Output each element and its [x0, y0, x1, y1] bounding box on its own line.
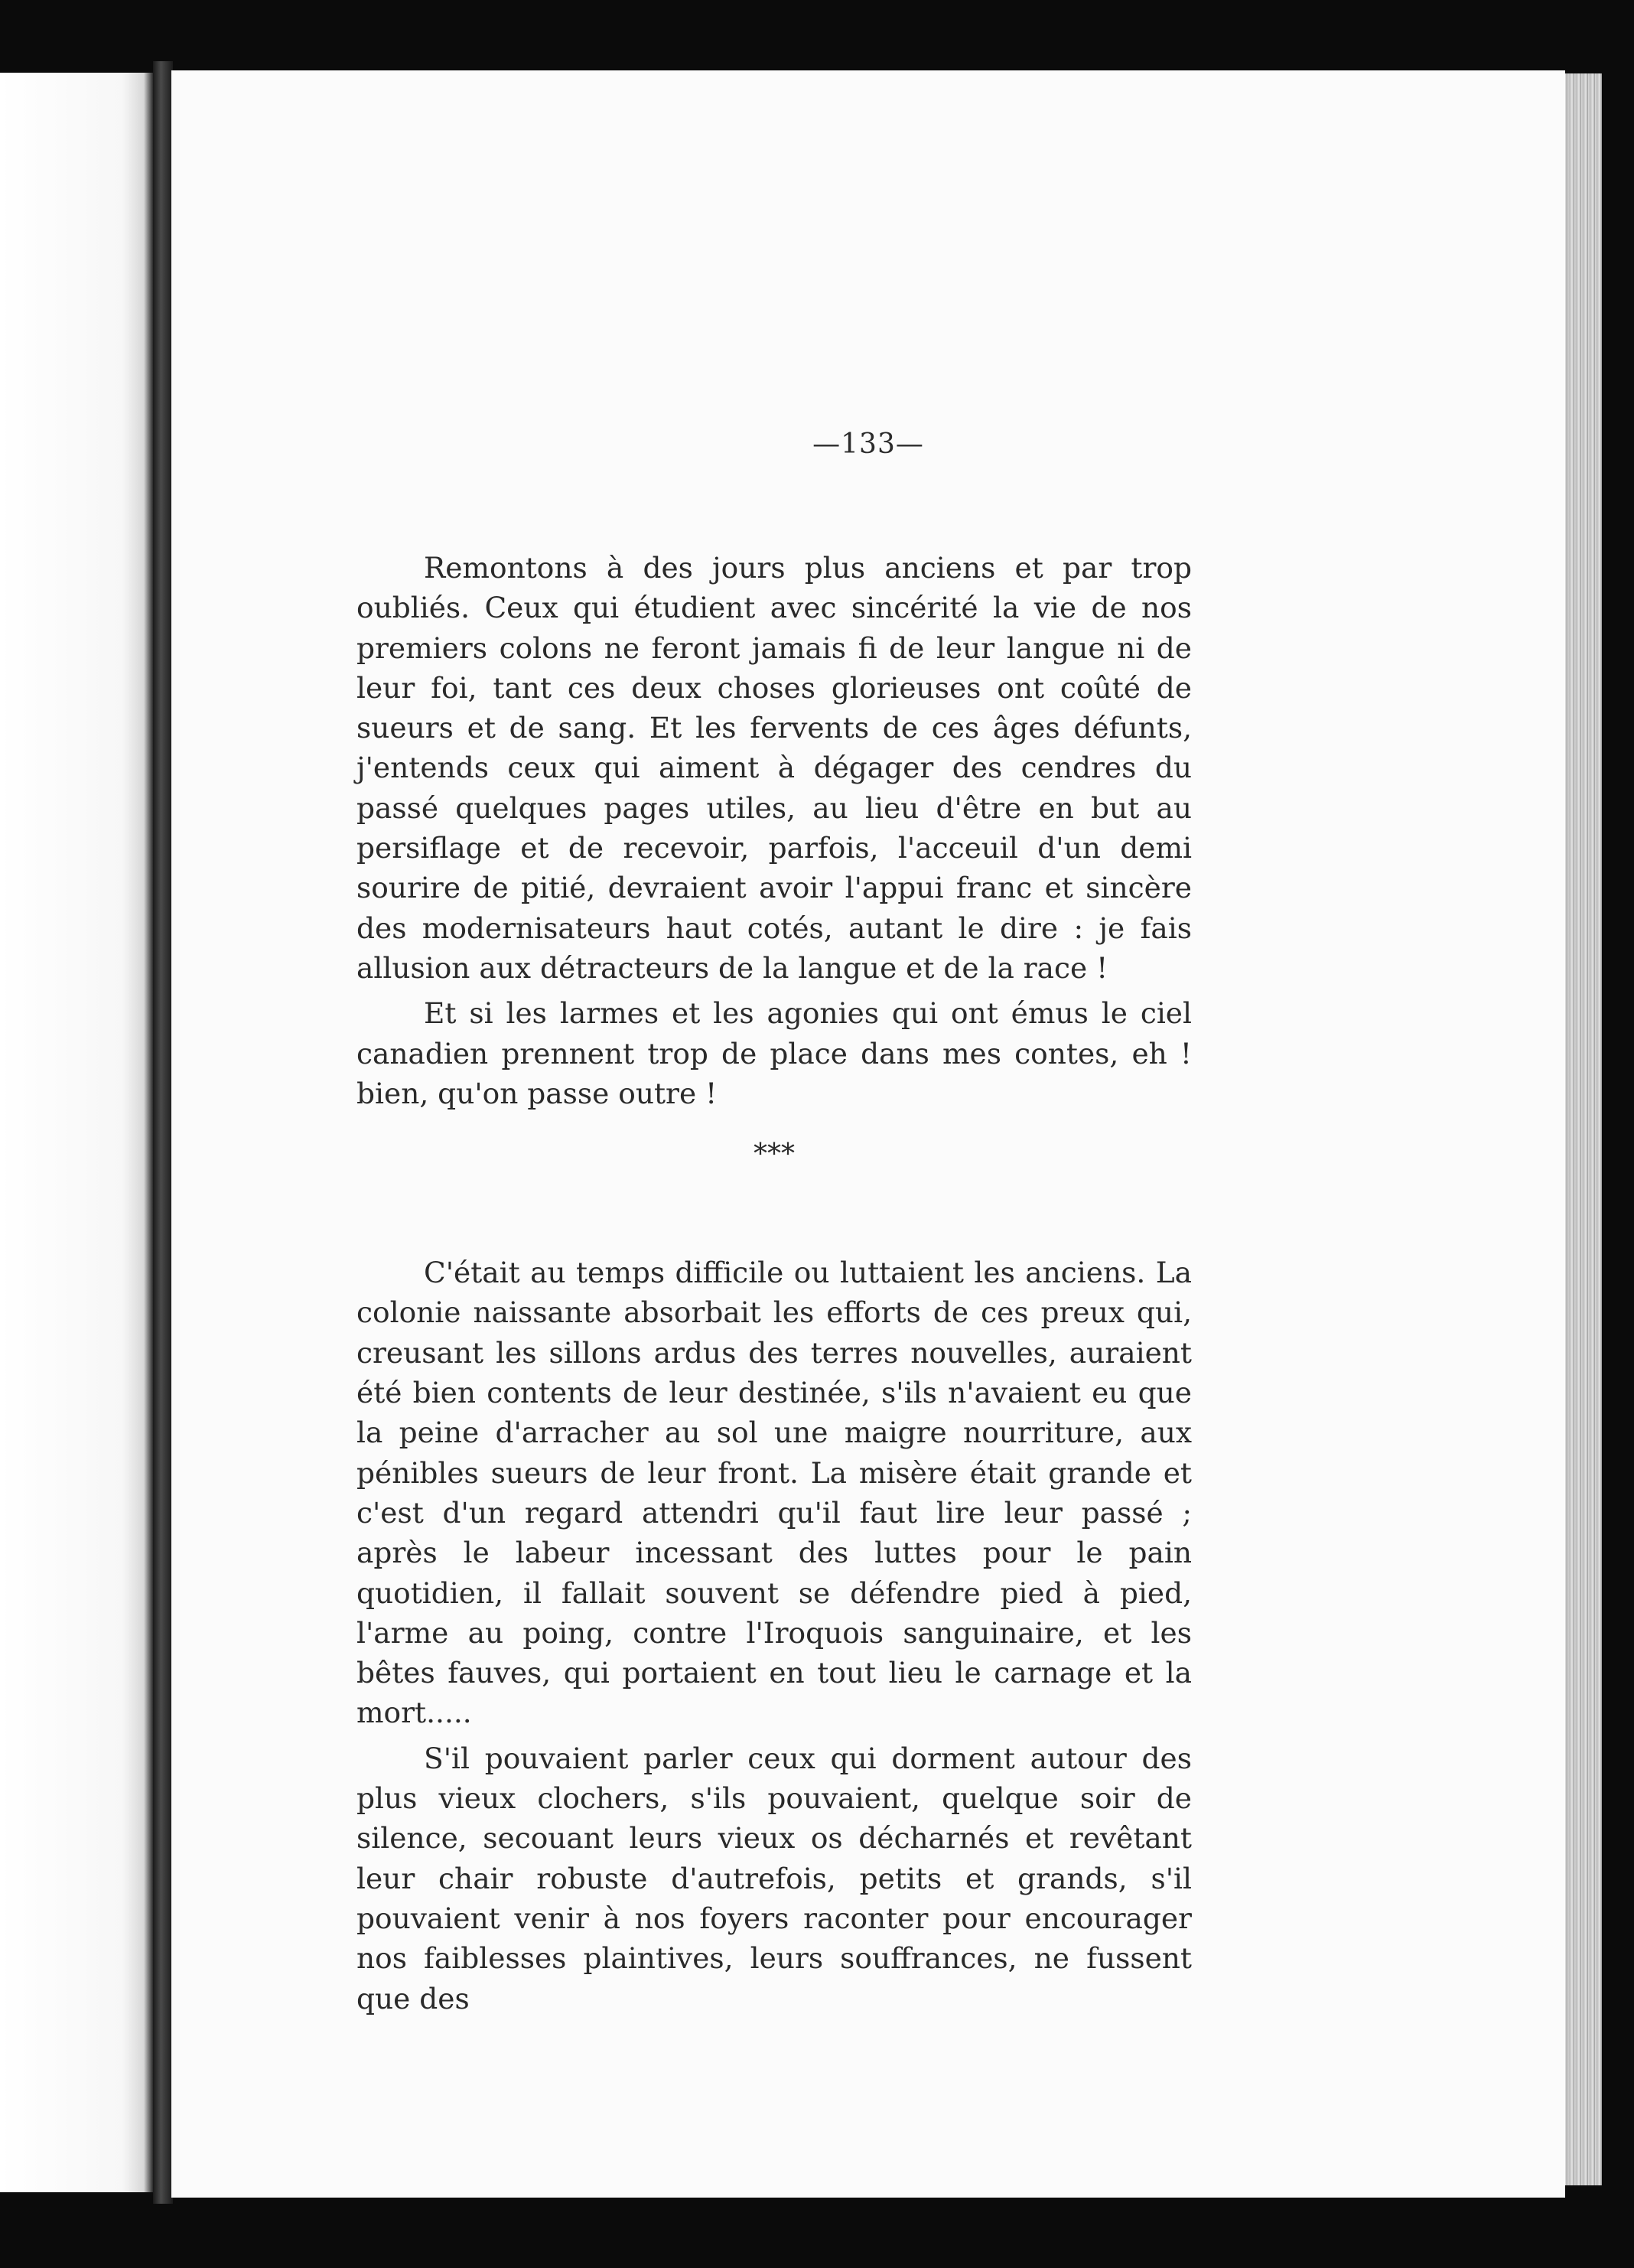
paragraph-spacer — [356, 1733, 1192, 1738]
page-stack-edge — [1561, 73, 1602, 2185]
page-body — [356, 548, 1192, 2019]
paragraph: Remontons à des jours plus anciens et par trop oubliés. Ceux qui étudient avec sincérité la vie de nos premiers colons ne feront jamais fi de leur langue ni de leur foi, tant ces deux choses glorieuses ont coûté de sueurs et de sang. Et les fervents de ces âges défunts, j'entends ceux qui aiment à dégager des cendres du passé quelques pages utiles, au lieu d'être en but au persiflage et de recevoir, parfois, l'acceuil d'un demi sourire de pitié, devraient avoir l'appui franc et sincère des modernisateurs haut cotés, autant le dire : je fais allusion aux détracteurs de la langue et de la race ! — [356, 551, 1192, 985]
book-page — [171, 70, 1565, 2198]
paragraph: S'il pouvaient parler ceux qui dorment autour des plus vieux clochers, s'ils pouvaient, quelque soir de silence, secouant leurs vieux os décharnés et revêtant leur chair robuste d'autrefois, petits et grands, s'il pouvaient venir à nos foyers raconter pour encourager nos faiblesses plaintives, leurs souffrances, ne fussent que des — [356, 1741, 1192, 2015]
previous-page-edge — [0, 73, 153, 2192]
paragraph: C'était au temps difficile ou luttaient les anciens. La colonie naissante absorbait les efforts de ces preux qui, creusant les sillons ardus des terres nouvelles, auraient été bien contents de leur destinée, s'ils n'avaient eu que la peine d'arracher au sol une maigre nourriture, aux pénibles sueurs de leur front. La misère était grande et c'est d'un regard attendri qu'il faut lire leur passé ; après le labeur incessant des luttes pour le pain quotidien, il fallait souvent se défendre pied à pied, l'arme au poing, contre l'Iroquois sanguinaire, et les bêtes fauves, qui portaient en tout lieu le carnage et la mort..... — [356, 1256, 1192, 1730]
asterism-mark: *** — [754, 1139, 795, 1171]
page-number: —133— — [812, 429, 924, 460]
book-gutter — [153, 61, 173, 2204]
section-break — [356, 1113, 1192, 1253]
paragraph-spacer — [356, 988, 1192, 993]
paragraph: Et si les larmes et les agonies qui ont émus le ciel canadien prennent trop de place dans mes contes, eh ! bien, qu'on passe outre ! — [356, 996, 1192, 1110]
